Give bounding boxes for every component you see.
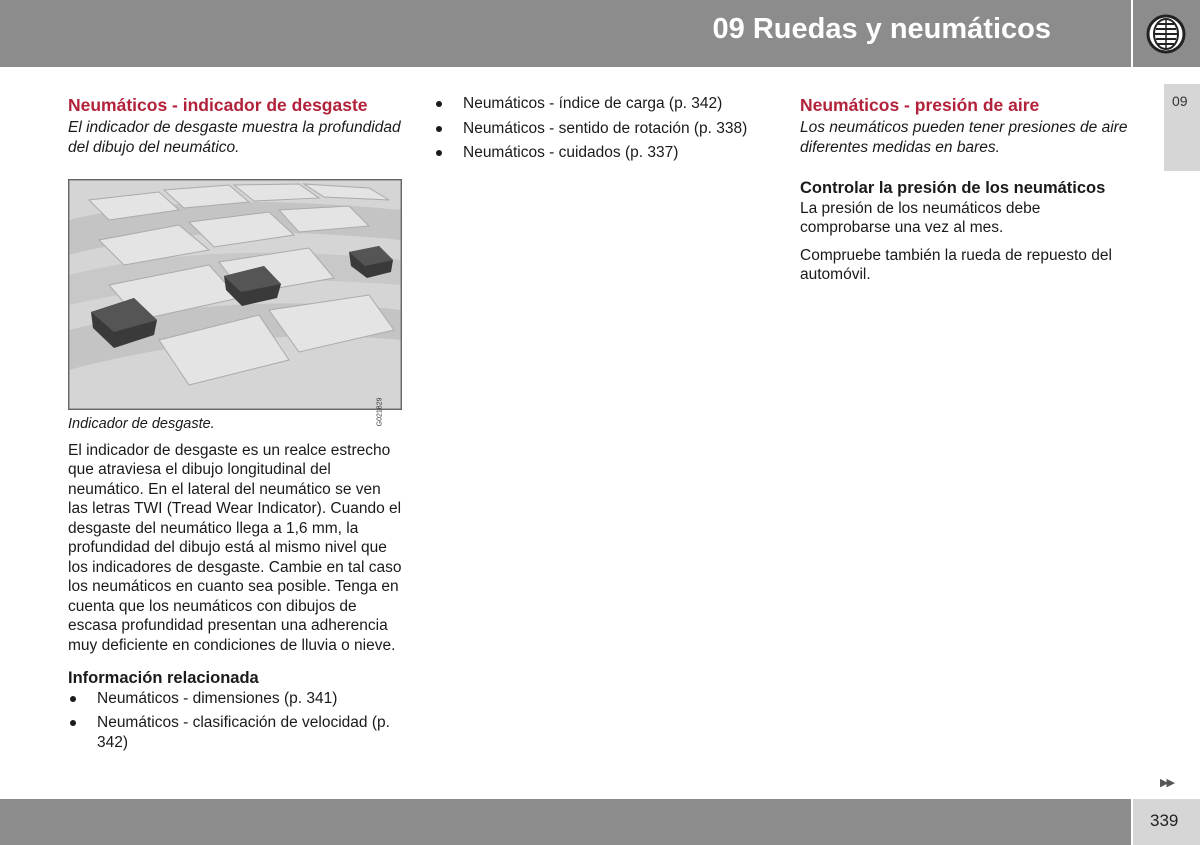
related-info-heading: Información relacionada	[68, 669, 259, 687]
related-link-load-index[interactable]	[434, 94, 770, 114]
tire-tread-illustration	[69, 180, 401, 409]
check-pressure-heading: Controlar la presión de los neumáticos	[800, 179, 1106, 197]
section-heading-pressure: Neumáticos - presión de aire	[800, 95, 1040, 115]
related-link-rotation[interactable]	[434, 119, 770, 139]
header-bar	[0, 0, 1131, 67]
page-number-box	[1133, 799, 1200, 845]
related-link-label: Neumáticos - sentido de rotación (p. 338)	[463, 119, 748, 137]
related-link-label: Neumáticos - cuidados (p. 337)	[463, 144, 679, 161]
related-link-label: Neumáticos - índice de carga (p. 342)	[463, 95, 723, 112]
related-link-care[interactable]	[434, 143, 770, 163]
pressure-para-2: Compruebe también la rueda de repuesto del automóvil.	[800, 246, 1112, 283]
related-link-label: Neumáticos - dimensiones (p. 341)	[97, 689, 338, 707]
related-link-label: Neumáticos - clasificación de velocidad (p. 342)	[97, 714, 390, 751]
column-air-pressure	[800, 94, 1134, 293]
intro-wear: El indicador de desgaste muestra la profundidad del dibujo del neumático.	[68, 119, 401, 156]
bullet-icon	[436, 126, 442, 132]
bullet-icon	[436, 150, 442, 156]
bullet-icon	[436, 101, 442, 107]
tire-icon	[1145, 14, 1187, 54]
page-number: 339	[1150, 811, 1179, 830]
bullet-icon	[70, 720, 76, 726]
column-related-continued	[434, 94, 770, 168]
bullet-icon	[70, 696, 76, 702]
section-heading-wear: Neumáticos - indicador de desgaste	[68, 95, 368, 115]
chapter-tab	[1164, 84, 1200, 171]
figure-code: G021829	[376, 397, 384, 426]
related-list	[68, 689, 404, 753]
body-text-wear: El indicador de desgaste es un realce estrecho que atraviesa el dibujo longitudinal del neumático. En el lateral del neumático se ven las letras TWI (Tread Wear Indicator). Cuando el desgaste del neumático llega a 1,6 mm, la profundidad del dibujo está al mismo nivel que los indicadores de desgaste. Cambie en tal caso los neumáticos en cuanto sea posible. Tenga en cuenta que los neumáticos con dibujos de escasa profundidad presentan una adherencia muy deficiente en condiciones de lluvia o nieve.	[68, 441, 402, 654]
chapter-tab-label: 09	[1172, 93, 1188, 109]
pressure-para-1: La presión de los neumáticos debe comprobarse una vez al mes.	[800, 199, 1041, 236]
continue-arrows-icon: ▶▶	[1160, 777, 1173, 789]
related-list-continued	[434, 94, 770, 163]
chapter-title: 09 Ruedas y neumáticos	[712, 13, 1051, 45]
footer-bar	[0, 799, 1131, 845]
related-link-speed-rating[interactable]	[68, 713, 404, 752]
column-wear-indicator	[68, 94, 404, 757]
figure-caption: Indicador de desgaste.	[68, 416, 215, 432]
intro-pressure: Los neumáticos pueden tener presiones de aire diferentes medidas en bares.	[800, 119, 1128, 156]
related-link-dimensions[interactable]	[68, 689, 404, 709]
header-icon-box	[1133, 0, 1200, 67]
